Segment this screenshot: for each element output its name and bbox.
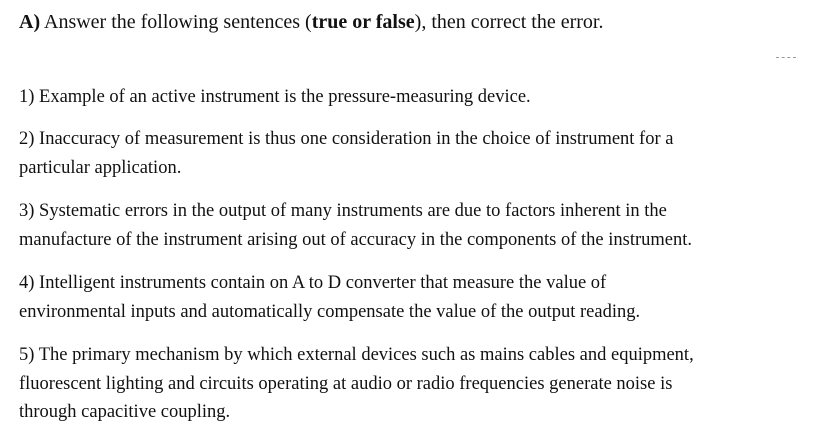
question-line: manufacture of the instrument arising out of accuracy in the components of the instrument. (19, 229, 692, 250)
question-line: through capacitive coupling. (19, 402, 231, 422)
section-heading (19, 9, 603, 35)
question-line: 2) Inaccuracy of measurement is thus one consideration in the choice of instrument for a (19, 129, 674, 149)
question-item-5 (19, 341, 809, 427)
question-item-2 (19, 125, 809, 182)
heading-emphasis: true or false (311, 11, 415, 33)
question-line: 5) The primary mechanism by which external devices such as mains cables and equipment, (19, 345, 694, 365)
question-line: environmental inputs and automatically compensate the value of the output reading. (19, 301, 641, 322)
stray-mark (776, 57, 796, 59)
question-line: 3) Systematic errors in the output of many instruments are due to factors inherent in the (19, 201, 667, 221)
question-item-1 (19, 83, 809, 112)
section-letter: A) (19, 11, 41, 33)
question-item-4 (19, 269, 809, 326)
heading-text-before: Answer the following sentences ( (40, 11, 312, 33)
question-line: 4) Intelligent instruments contain on A to D converter that measure the value of (19, 273, 607, 293)
question-item-3 (19, 197, 809, 254)
heading-text-after: ), then correct the error. (414, 11, 604, 33)
question-line: particular application. (19, 157, 182, 178)
question-line: fluorescent lighting and circuits operating at audio or radio frequencies generate noise is (19, 373, 673, 394)
question-line: 1) Example of an active instrument is the pressure-measuring device. (19, 87, 531, 107)
